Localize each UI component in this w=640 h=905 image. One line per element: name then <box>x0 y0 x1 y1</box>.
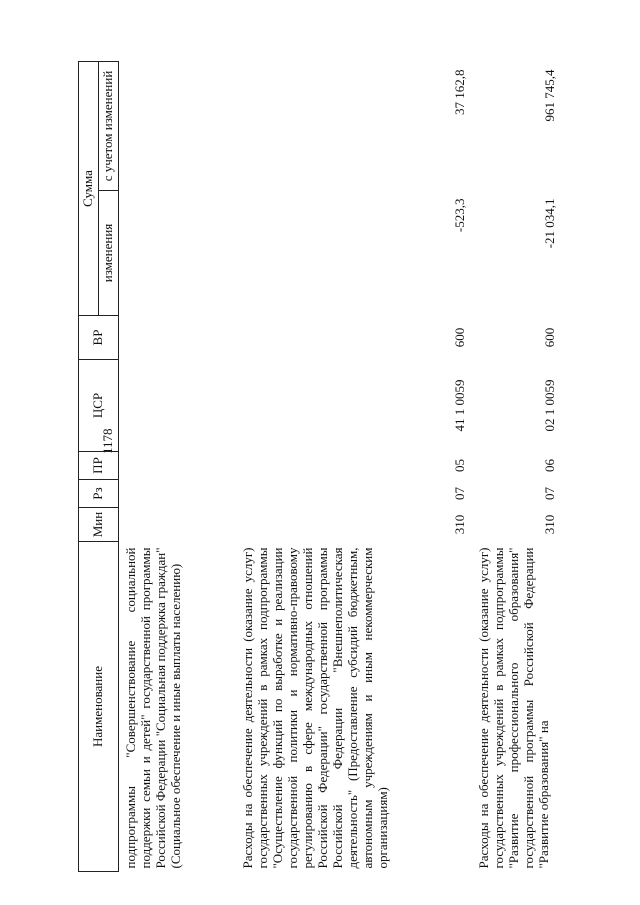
row-change: -21 034,1 <box>542 198 558 249</box>
row-rz <box>118 480 236 508</box>
page-number: 1178 <box>100 428 115 454</box>
header-change: изменения <box>98 191 118 316</box>
table-row <box>118 62 236 872</box>
row-min: 310 <box>542 514 558 535</box>
row-rz: 07 <box>542 487 558 500</box>
row-name: Расходы на обеспечение деятельности (оказание услуг) государственных учреждений в рамках подпрограммы "Развитие профессионального образования" государственной программы Российской Федерации "Развитие образования" на <box>476 547 552 869</box>
header-sum: Сумма <box>79 62 99 316</box>
header-csr: ЦСР <box>79 360 119 452</box>
header-vr: ВР <box>79 316 119 360</box>
budget-table <box>78 61 562 872</box>
row-name: Расходы на обеспечение деятельности (оказание услуг) государственных учреждений в рамках подпрограммы "Осуществление функций по выработке и реализации государственной политики и нормативно-правовому регулированию в сфере международных отношений Российской Федерации" государственной программы Российской Федерации "Внешнеполитическая деятельность" (Предоставление субсидий бюджетным, автономным учреждениям и иным некоммерческим организациям) <box>240 547 391 869</box>
row-min: 310 <box>452 514 468 535</box>
row-csr <box>118 360 236 452</box>
row-min <box>118 508 236 542</box>
row-pr <box>118 452 236 480</box>
row-csr: 41 1 0059 <box>452 379 468 432</box>
row-change: -523,3 <box>452 198 468 233</box>
table-row <box>472 62 562 872</box>
row-pr: 06 <box>542 459 558 472</box>
row-vr <box>118 316 236 360</box>
header-min: Мин <box>79 508 119 542</box>
header-pr: ПР <box>79 452 119 480</box>
row-vr: 600 <box>542 327 558 348</box>
row-total <box>118 62 236 191</box>
table-row <box>236 62 472 872</box>
row-total: 37 162,8 <box>452 69 468 115</box>
header-with-change: с учетом изменений <box>98 62 118 191</box>
row-pr: 05 <box>452 459 468 472</box>
row-total: 961 745,4 <box>542 69 558 122</box>
row-rz: 07 <box>452 487 468 500</box>
row-csr: 02 1 0059 <box>542 379 558 432</box>
row-change <box>118 191 236 316</box>
header-name: Наименование <box>79 542 119 872</box>
header-rz: Рз <box>79 480 119 508</box>
row-name: подпрограммы "Совершенствование социальной поддержки семьи и детей" государственной программы Российской Федерации "Социальная поддержка граждан" (Социальное обеспечение и иные выплаты населению) <box>122 547 183 869</box>
row-vr: 600 <box>452 327 468 348</box>
budget-table-rotated <box>78 62 558 872</box>
